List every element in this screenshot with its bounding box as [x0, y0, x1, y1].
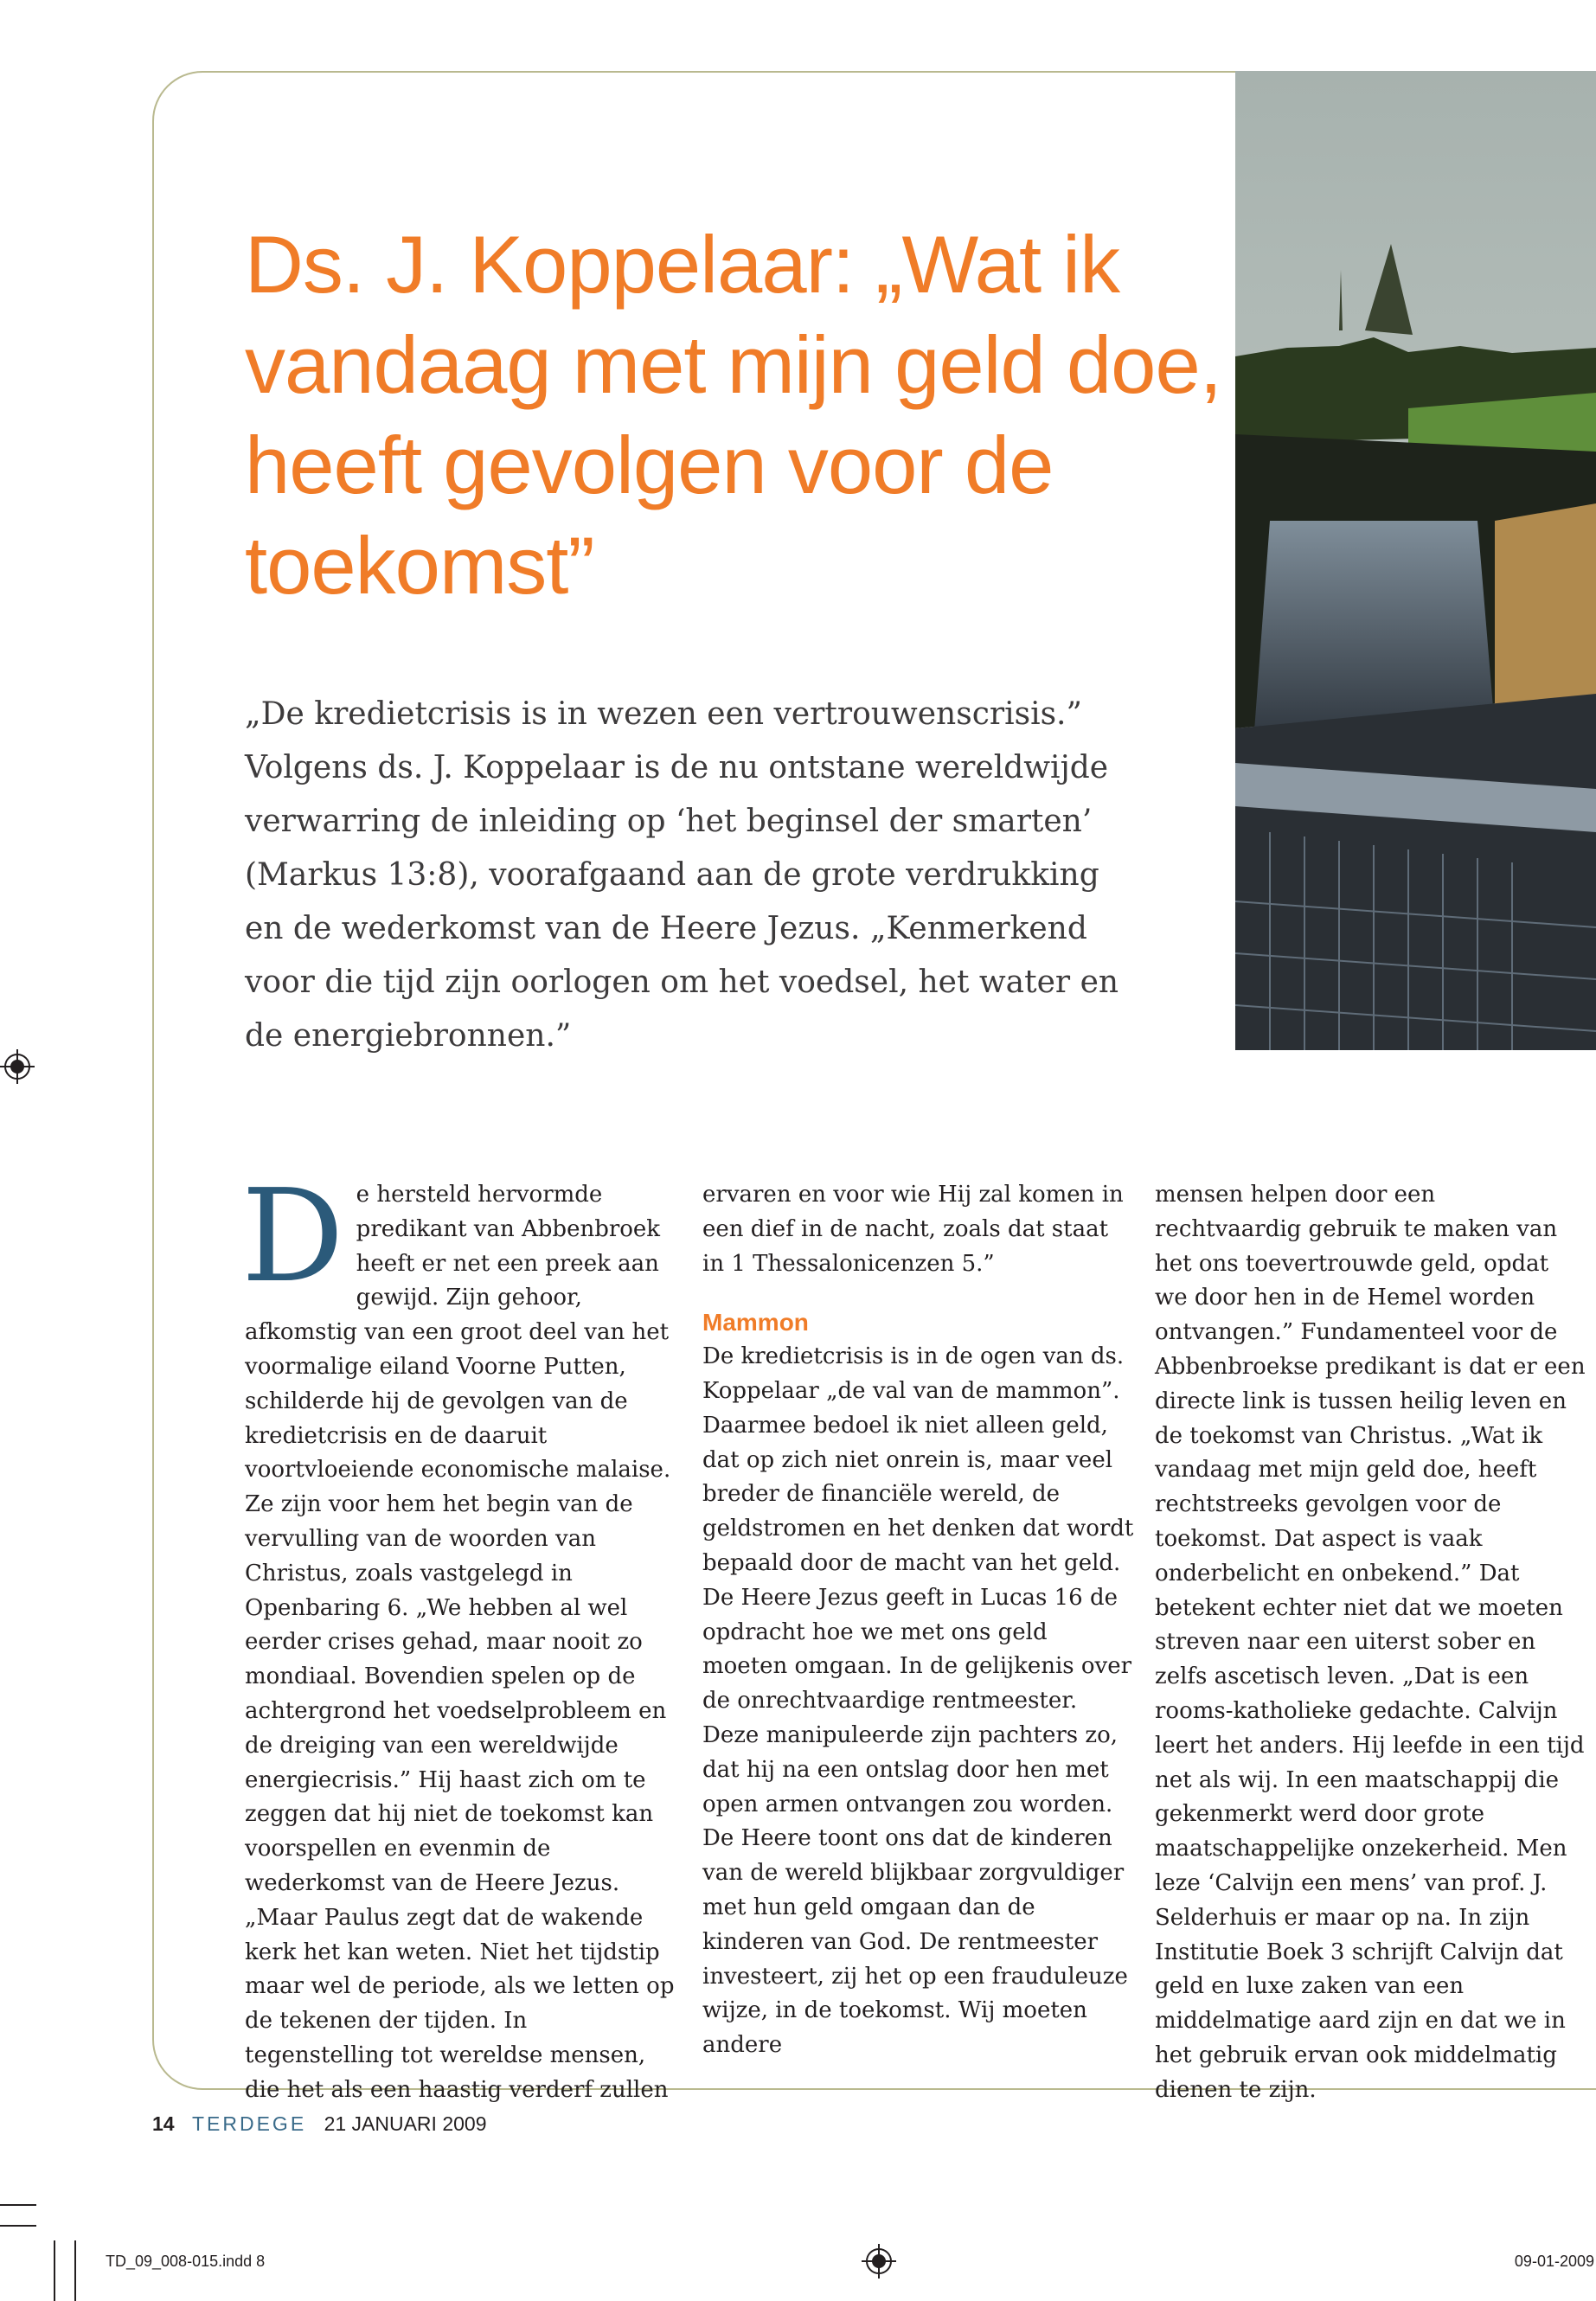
magazine-name: TERDEGE: [191, 2112, 307, 2135]
print-slug-date: 09-01-2009: [1514, 2253, 1594, 2270]
crop-mark: [0, 2204, 36, 2206]
print-slug-file: TD_09_008-015.indd 8: [106, 2253, 266, 2270]
body-text-1: e hersteld hervormde predikant van Abbenbroek heeft er net een preek aan gewijd. Zijn gehoor, afkomstig van een groot deel van het voormalige eiland Voorne Putten, schilderde hij de gevolgen van de kredietcrisis en de daaruit voortvloeiende economische malaise. Ze zijn voor hem het begin van de vervulling van de woorden van Christus, zoals vastgelegd in Openbaring 6. „We hebben al wel eerder crises gehad, maar nooit zo mondiaal. Bovendien spelen op de achtergrond het voedselprobleem en de dreiging van een wereldwijde energiecrisis.” Hij haast zich om te zeggen dat hij niet de toekomst kan voorspellen en evenmin de wederkomst van de Heere Jezus. „Maar Paulus zegt dat de wakende kerk het kan weten. Niet het tijdstip maar wel de periode, als we letten op de tekenen der tijden. In tegenstelling tot wereldse mensen, die het als een haastig verderf zullen: [245, 1182, 675, 2103]
page-footer: [152, 2112, 487, 2136]
subheading-mammon: Mammon: [702, 1309, 809, 1336]
crop-mark: [54, 2240, 55, 2301]
registration-mark-icon: [0, 1049, 35, 1084]
body-column-2: [702, 1178, 1135, 2063]
article-intro: „De kredietcrisis is in wezen een vertrouwenscrisis.” Volgens ds. J. Koppelaar is de nu ontstane wereldwijde verwarring de inleiding op ‘het beginsel der smarten’ (Markus 13:8), voorafgaand aan de grote verdrukking en de wederkomst van de Heere Jezus. „Kenmerkend voor die tijd zijn oorlogen om het voedsel, het water en de energiebronnen.”: [245, 696, 1119, 1054]
body-column-3: [1155, 1178, 1587, 2108]
body-column-1: [241, 1162, 677, 2108]
body-text-2b: De kredietcrisis is in de ogen van ds. Koppelaar „de val van de mammon”. Daarmee bedoel ik niet alleen geld, dat op zich niet onrein is, maar veel breder de financiële wereld, de geldstromen en het denken dat wordt bepaald door de macht van het geld. De Heere Jezus geeft in Lucas 16 de opdracht hoe we met ons geld moeten omgaan. In de gelijkenis over de onrechtvaardige rentmeester. Deze manipuleerde zijn pachters zo, dat hij na een ontslag door hen met open armen ontvangen zou worden. De Heere toont ons dat de kinderen van de wereld blijkbaar zorgvuldiger met hun geld omgaan dan de kinderen van God. De rentmeester investeert, zij het op een frauduleuze wijze, in de toekomst. Wij moeten andere: [702, 1343, 1134, 2059]
issue-date: 21 JANUARI 2009: [324, 2112, 487, 2135]
body-text-3: mensen helpen door een rechtvaardig gebruik te maken van het ons toevertrouwde geld, opdat we door hen in de Hemel worden ontvangen.” Fundamenteel voor de Abbenbroekse predikant is dat er een directe link is tussen heilig leven en de toekomst van Christus. „Wat ik vandaag met mijn geld doe, heeft rechtstreeks gevolgen voor de toekomst. Dat aspect is vaak onderbelicht en onbekend.” Dat betekent echter niet dat we moeten streven naar een uiterst sober en zelfs ascetisch leven. „Dat is een rooms-katholieke gedachte. Calvijn leert het anders. Hij leefde in een tijd net als wij. In een maatschappij die gekenmerkt werd door grote maatschappelijke onzekerheid. Men leze ‘Calvijn een mens’ van prof. J. Selderhuis er maar op na. In zijn Institutie Boek 3 schrijft Calvijn dat geld en luxe zaken van een middelmatige aard zijn en dat we in het gebruik ervan ook middelmatig dienen te zijn.: [1155, 1182, 1586, 2103]
body-text-2a: ervaren en voor wie Hij zal komen in een dief in de nacht, zoals dat staat in 1 Thessalonicenzen 5.”: [702, 1182, 1124, 1277]
landscape-photo: [1235, 71, 1596, 1050]
registration-mark-icon: [862, 2244, 896, 2279]
crop-mark: [0, 2225, 36, 2227]
crop-mark: [74, 2240, 76, 2301]
drop-cap: D: [241, 1162, 344, 1311]
article-title: Ds. J. Koppelaar: „Wat ik vandaag met mijn geld doe, heeft gevolgen voor de toekomst”: [245, 219, 1221, 611]
page-number: 14: [152, 2112, 175, 2135]
